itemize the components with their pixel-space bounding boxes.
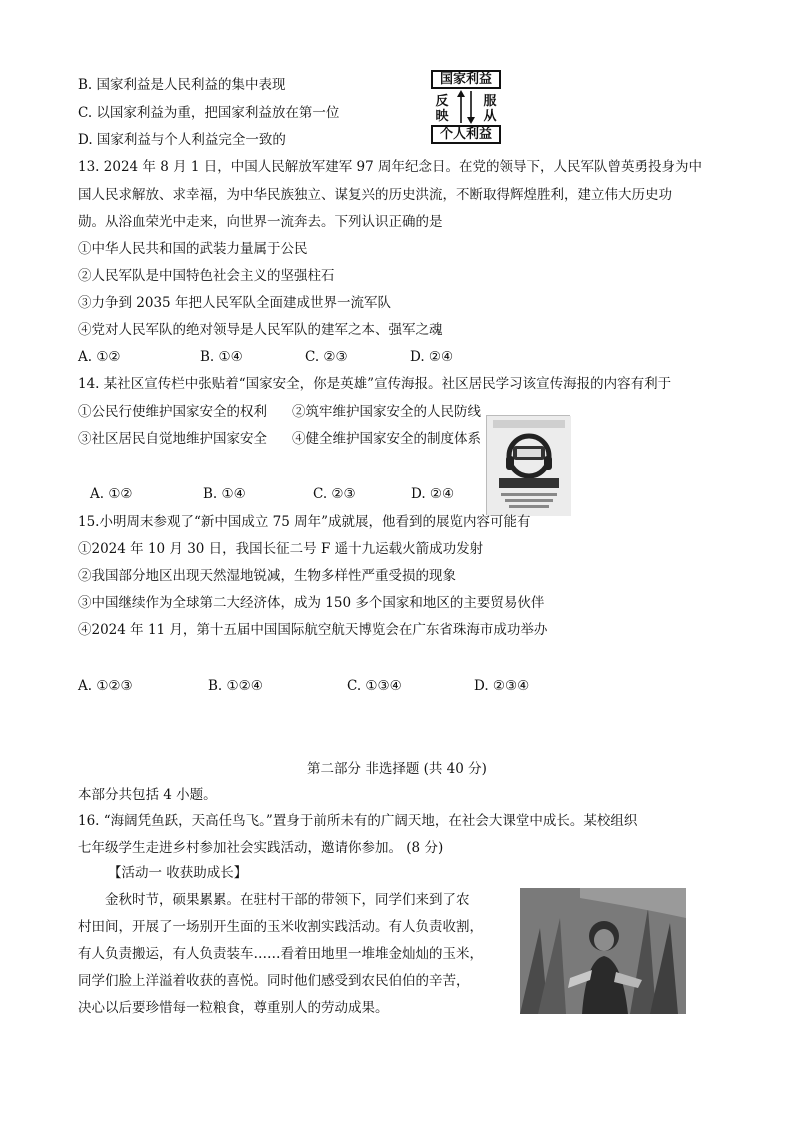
q16-body-line-4: 同学们脸上洋溢着收获的喜悦。同时他们感受到农民伯伯的辛苦， xyxy=(78,973,470,989)
q14-item-1: ①公民行使维护国家安全的权利 xyxy=(78,404,267,420)
q16-body-line-1: 金秋时节，硕果累累。在驻村干部的带领下，同学们来到了农 xyxy=(105,892,470,908)
q13-item-1: ①中华人民共和国的武装力量属于公民 xyxy=(78,241,308,257)
q16-activity-title: 【活动一 收获助成长】 xyxy=(108,865,248,881)
diagram-left-char-2: 映 xyxy=(435,109,449,124)
q15-item-4: ④2024 年 11 月，第十五届中国国际航空航天博览会在广东省珠海市成功举办 xyxy=(78,622,548,638)
q15-option-d: D. ②③④ xyxy=(474,678,530,694)
photo-graphic xyxy=(520,888,686,1014)
q12-option-d: D. 国家利益与个人利益完全一致的 xyxy=(78,132,286,148)
q13-option-c: C. ②③ xyxy=(305,349,348,365)
q16-stem-line-2: 七年级学生走进乡村参加社会实践活动，邀请你参加。 (8 分) xyxy=(78,840,444,856)
q14-option-b: B. ①④ xyxy=(203,486,246,502)
diagram-left-char-1: 反 xyxy=(435,94,449,109)
interest-diagram xyxy=(431,70,501,145)
q14-option-d: D. ②④ xyxy=(411,486,455,502)
q14-item-2: ②筑牢维护国家安全的人民防线 xyxy=(292,404,481,420)
q14-item-4: ④健全维护国家安全的制度体系 xyxy=(292,431,481,447)
q15-option-b: B. ①②④ xyxy=(208,678,263,694)
q15-stem: 15.小明周末参观了“新中国成立 75 周年”成就展，他看到的展览内容可能有 xyxy=(78,514,531,530)
q12-option-c: C. 以国家利益为重，把国家利益放在第一位 xyxy=(78,105,340,121)
diagram-right-char-1: 服 xyxy=(483,94,497,109)
poster-graphic xyxy=(487,416,571,516)
q13-option-b: B. ①④ xyxy=(200,349,243,365)
diagram-bottom-box: 个人利益 xyxy=(431,125,501,144)
q13-stem-line-3: 勋。从浴血荣光中走来，向世界一流奔去。下列认识正确的是 xyxy=(78,214,443,230)
q13-stem-line-1: 13. 2024 年 8 月 1 日，中国人民解放军建军 97 周年纪念日。在党的领导下，人民军队曾英勇投身为中 xyxy=(78,159,703,175)
diagram-top-box: 国家利益 xyxy=(431,70,501,89)
part2-title: 第二部分 非选择题 (共 40 分) xyxy=(307,761,487,777)
q14-stem: 14. 某社区宣传栏中张贴着“国家安全，你是英雄”宣传海报。社区居民学习该宣传海报的内容有利于 xyxy=(78,376,672,392)
q15-item-3: ③中国继续作为全球第二大经济体，成为 150 多个国家和地区的主要贸易伙伴 xyxy=(78,595,545,611)
q14-option-a: A. ①② xyxy=(90,486,133,502)
diagram-right-char-2: 从 xyxy=(483,109,497,124)
q15-option-c: C. ①③④ xyxy=(347,678,402,694)
q13-option-d: D. ②④ xyxy=(410,349,454,365)
q16-stem-line-1: 16. “海阔凭鱼跃，天高任鸟飞。”置身于前所未有的广阔天地，在社会大课堂中成长。某校组织 xyxy=(78,813,638,829)
q16-body-line-5: 决心以后要珍惜每一粒粮食，尊重别人的劳动成果。 xyxy=(78,1000,389,1016)
q16-body-line-3: 有人负责搬运，有人负责装车……看着田地里一堆堆金灿灿的玉米， xyxy=(78,946,483,962)
q13-stem-line-2: 国人民求解放、求幸福，为中华民族独立、谋复兴的历史洪流，不断取得辉煌胜利，建立伟大历史功 xyxy=(78,187,672,203)
q15-item-1: ①2024 年 10 月 30 日，我国长征二号 F 遥十九运载火箭成功发射 xyxy=(78,541,484,557)
q14-item-3: ③社区居民自觉地维护国家安全 xyxy=(78,431,267,447)
q14-option-c: C. ②③ xyxy=(313,486,356,502)
q15-item-2: ②我国部分地区出现天然湿地锐减，生物多样性严重受损的现象 xyxy=(78,568,456,584)
q13-item-2: ②人民军队是中国特色社会主义的坚强柱石 xyxy=(78,268,335,284)
part2-intro: 本部分共包括 4 小题。 xyxy=(78,787,217,803)
corn-harvest-photo xyxy=(520,888,686,1014)
q13-option-a: A. ①② xyxy=(78,349,121,365)
security-poster-image xyxy=(486,415,570,515)
diagram-arrows xyxy=(453,89,479,125)
q13-item-3: ③力争到 2035 年把人民军队全面建成世界一流军队 xyxy=(78,295,391,311)
q13-item-4: ④党对人民军队的绝对领导是人民军队的建军之本、强军之魂 xyxy=(78,322,443,338)
q15-option-a: A. ①②③ xyxy=(78,678,133,694)
q16-body-line-2: 村田间，开展了一场别开生面的玉米收割实践活动。有人负责收割， xyxy=(78,919,483,935)
q12-option-b: B. 国家利益是人民利益的集中表现 xyxy=(78,77,286,93)
